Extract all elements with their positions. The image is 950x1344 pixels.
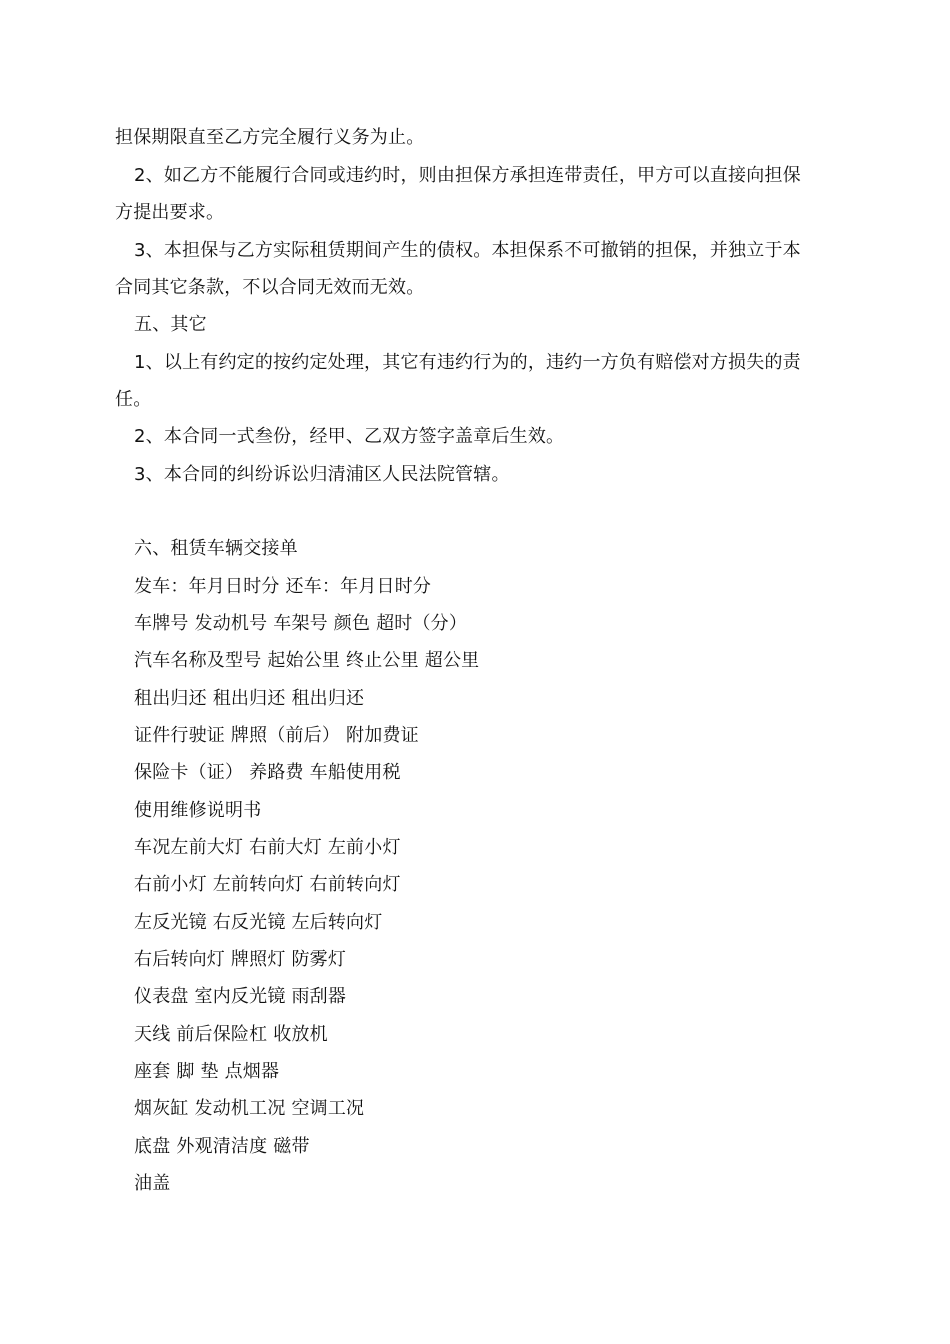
text-line: 3、本合同的纠纷诉讼归清浦区人民法院管辖。: [134, 464, 510, 485]
form-row: 仪表盘 室内反光镜 雨刮器: [134, 986, 347, 1007]
form-row: 发车：年月日时分 还车：年月日时分: [134, 576, 432, 597]
form-row: 汽车名称及型号 起始公里 终止公里 超公里: [134, 650, 480, 671]
section-heading: 五、其它: [134, 314, 207, 335]
form-row: 使用维修说明书: [134, 800, 262, 821]
form-row: 左反光镜 右反光镜 左后转向灯: [134, 912, 383, 933]
form-row: 车况左前大灯 右前大灯 左前小灯: [134, 837, 401, 858]
text-line: 1、以上有约定的按约定处理，其它有违约行为的，违约一方负有赔偿对方损失的责: [134, 352, 801, 373]
text-line: 任。: [115, 389, 152, 410]
form-row: 证件行驶证 牌照（前后） 附加费证: [134, 725, 419, 746]
form-row: 烟灰缸 发动机工况 空调工况: [134, 1098, 365, 1119]
text-line: 3、本担保与乙方实际租赁期间产生的债权。本担保系不可撤销的担保，并独立于本: [134, 240, 801, 261]
form-row: 天线 前后保险杠 收放机: [134, 1024, 328, 1045]
text-line: 2、本合同一式叁份，经甲、乙双方签字盖章后生效。: [134, 426, 565, 447]
form-row: 油盖: [134, 1173, 171, 1194]
section-heading: 六、租赁车辆交接单: [134, 538, 298, 559]
form-row: 租出归还 租出归还 租出归还: [134, 688, 365, 709]
form-row: 右后转向灯 牌照灯 防雾灯: [134, 949, 347, 970]
text-line: 合同其它条款，不以合同无效而无效。: [115, 277, 425, 298]
form-row: 车牌号 发动机号 车架号 颜色 超时（分）: [134, 613, 468, 634]
text-line: 方提出要求。: [115, 202, 225, 223]
form-row: 座套 脚 垫 点烟器: [134, 1061, 280, 1082]
form-row: 右前小灯 左前转向灯 右前转向灯: [134, 874, 401, 895]
text-line: 担保期限直至乙方完全履行义务为止。: [115, 127, 425, 148]
form-row: 保险卡（证） 养路费 车船使用税: [134, 762, 401, 783]
form-row: 底盘 外观清洁度 磁带: [134, 1136, 310, 1157]
text-line: 2、如乙方不能履行合同或违约时，则由担保方承担连带责任，甲方可以直接向担保: [134, 165, 801, 186]
